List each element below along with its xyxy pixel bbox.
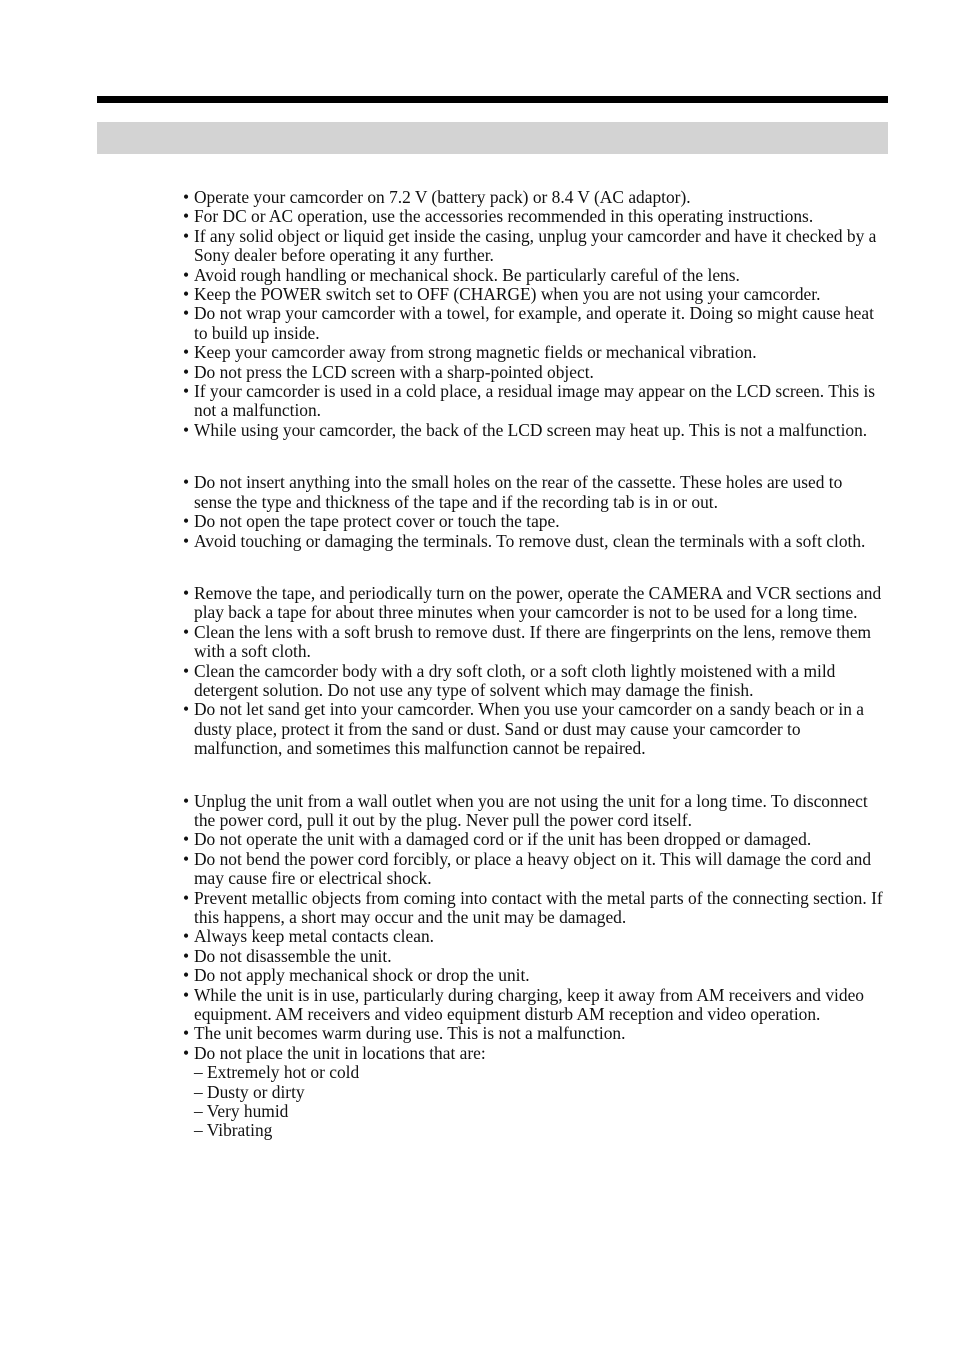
bullet-list <box>183 188 883 440</box>
list-item: • Do not place the unit in locations that are: <box>183 1044 883 1063</box>
list-item: • Keep your camcorder away from strong magnetic fields or mechanical vibration. <box>183 343 883 362</box>
list-item: • Do not open the tape protect cover or touch the tape. <box>183 512 883 531</box>
list-item: • Do not operate the unit with a damaged cord or if the unit has been dropped or damaged. <box>183 830 883 849</box>
precautions-content <box>183 188 883 1141</box>
section-header-band <box>97 122 888 154</box>
list-item: • Avoid rough handling or mechanical shock. Be particularly careful of the lens. <box>183 266 883 285</box>
bullet-list <box>183 473 883 551</box>
list-item: • Operate your camcorder on 7.2 V (battery pack) or 8.4 V (AC adaptor). <box>183 188 883 207</box>
section-camcorder-operation <box>183 188 883 440</box>
list-item: • The unit becomes warm during use. This is not a malfunction. <box>183 1024 883 1043</box>
list-item: • Always keep metal contacts clean. <box>183 927 883 946</box>
bullet-list <box>183 792 883 1064</box>
list-item: • While using your camcorder, the back of the LCD screen may heat up. This is not a malfunction. <box>183 421 883 440</box>
list-item: • Unplug the unit from a wall outlet when you are not using the unit for a long time. To disconnect the power cord, pull it out by the plug. Never pull the power cord itself. <box>183 792 883 831</box>
list-item: • If any solid object or liquid get inside the casing, unplug your camcorder and have it checked by a Sony dealer before operating it any further. <box>183 227 883 266</box>
list-item: • Do not apply mechanical shock or drop the unit. <box>183 966 883 985</box>
list-item: • If your camcorder is used in a cold place, a residual image may appear on the LCD screen. This is not a malfunction. <box>183 382 883 421</box>
list-item: • Remove the tape, and periodically turn on the power, operate the CAMERA and VCR sections and play back a tape for about three minutes when your camcorder is not to be used for a long time. <box>183 584 883 623</box>
list-item: • Do not wrap your camcorder with a towel, for example, and operate it. Doing so might cause heat to build up inside. <box>183 304 883 343</box>
list-item: • Do not insert anything into the small holes on the rear of the cassette. These holes are used to sense the type and thickness of the tape and if the recording tab is in or out. <box>183 473 883 512</box>
list-item: • Prevent metallic objects from coming into contact with the metal parts of the connecting section. If this happens, a short may occur and the unit may be damaged. <box>183 889 883 928</box>
dash-list <box>183 1063 883 1141</box>
sub-list-item: – Dusty or dirty <box>194 1081 305 1102</box>
list-item: • Keep the POWER switch set to OFF (CHARGE) when you are not using your camcorder. <box>183 285 883 304</box>
list-item: • For DC or AC operation, use the accessories recommended in this operating instructions. <box>183 207 883 226</box>
sub-list-item: – Very humid <box>194 1101 289 1122</box>
sub-list-item: – Extremely hot or cold <box>194 1062 360 1083</box>
list-item: • Do not let sand get into your camcorder. When you use your camcorder on a sandy beach or in a dusty place, protect it from the sand or dust. Sand or dust may cause your camcorder to malfunction, and sometimes this malfunction cannot be repaired. <box>183 700 883 758</box>
top-rule <box>97 96 888 103</box>
sub-list-item: – Vibrating <box>194 1120 273 1141</box>
section-cassettes <box>183 473 883 551</box>
list-item: • Clean the lens with a soft brush to remove dust. If there are fingerprints on the lens, remove them with a soft cloth. <box>183 623 883 662</box>
bullet-list <box>183 584 883 759</box>
section-maintenance <box>183 584 883 759</box>
list-item: • While the unit is in use, particularly during charging, keep it away from AM receivers and video equipment. AM receivers and video equipment disturb AM reception and video operation. <box>183 986 883 1025</box>
list-item: • Do not press the LCD screen with a sharp-pointed object. <box>183 363 883 382</box>
list-item: • Clean the camcorder body with a dry soft cloth, or a soft cloth lightly moistened with a mild detergent solution. Do not use any type of solvent which may damage the finish. <box>183 662 883 701</box>
list-item: • Do not disassemble the unit. <box>183 947 883 966</box>
list-item: • Do not bend the power cord forcibly, or place a heavy object on it. This will damage the cord and may cause fire or electrical shock. <box>183 850 883 889</box>
section-ac-adaptor <box>183 792 883 1141</box>
list-item: • Avoid touching or damaging the terminals. To remove dust, clean the terminals with a soft cloth. <box>183 532 883 551</box>
